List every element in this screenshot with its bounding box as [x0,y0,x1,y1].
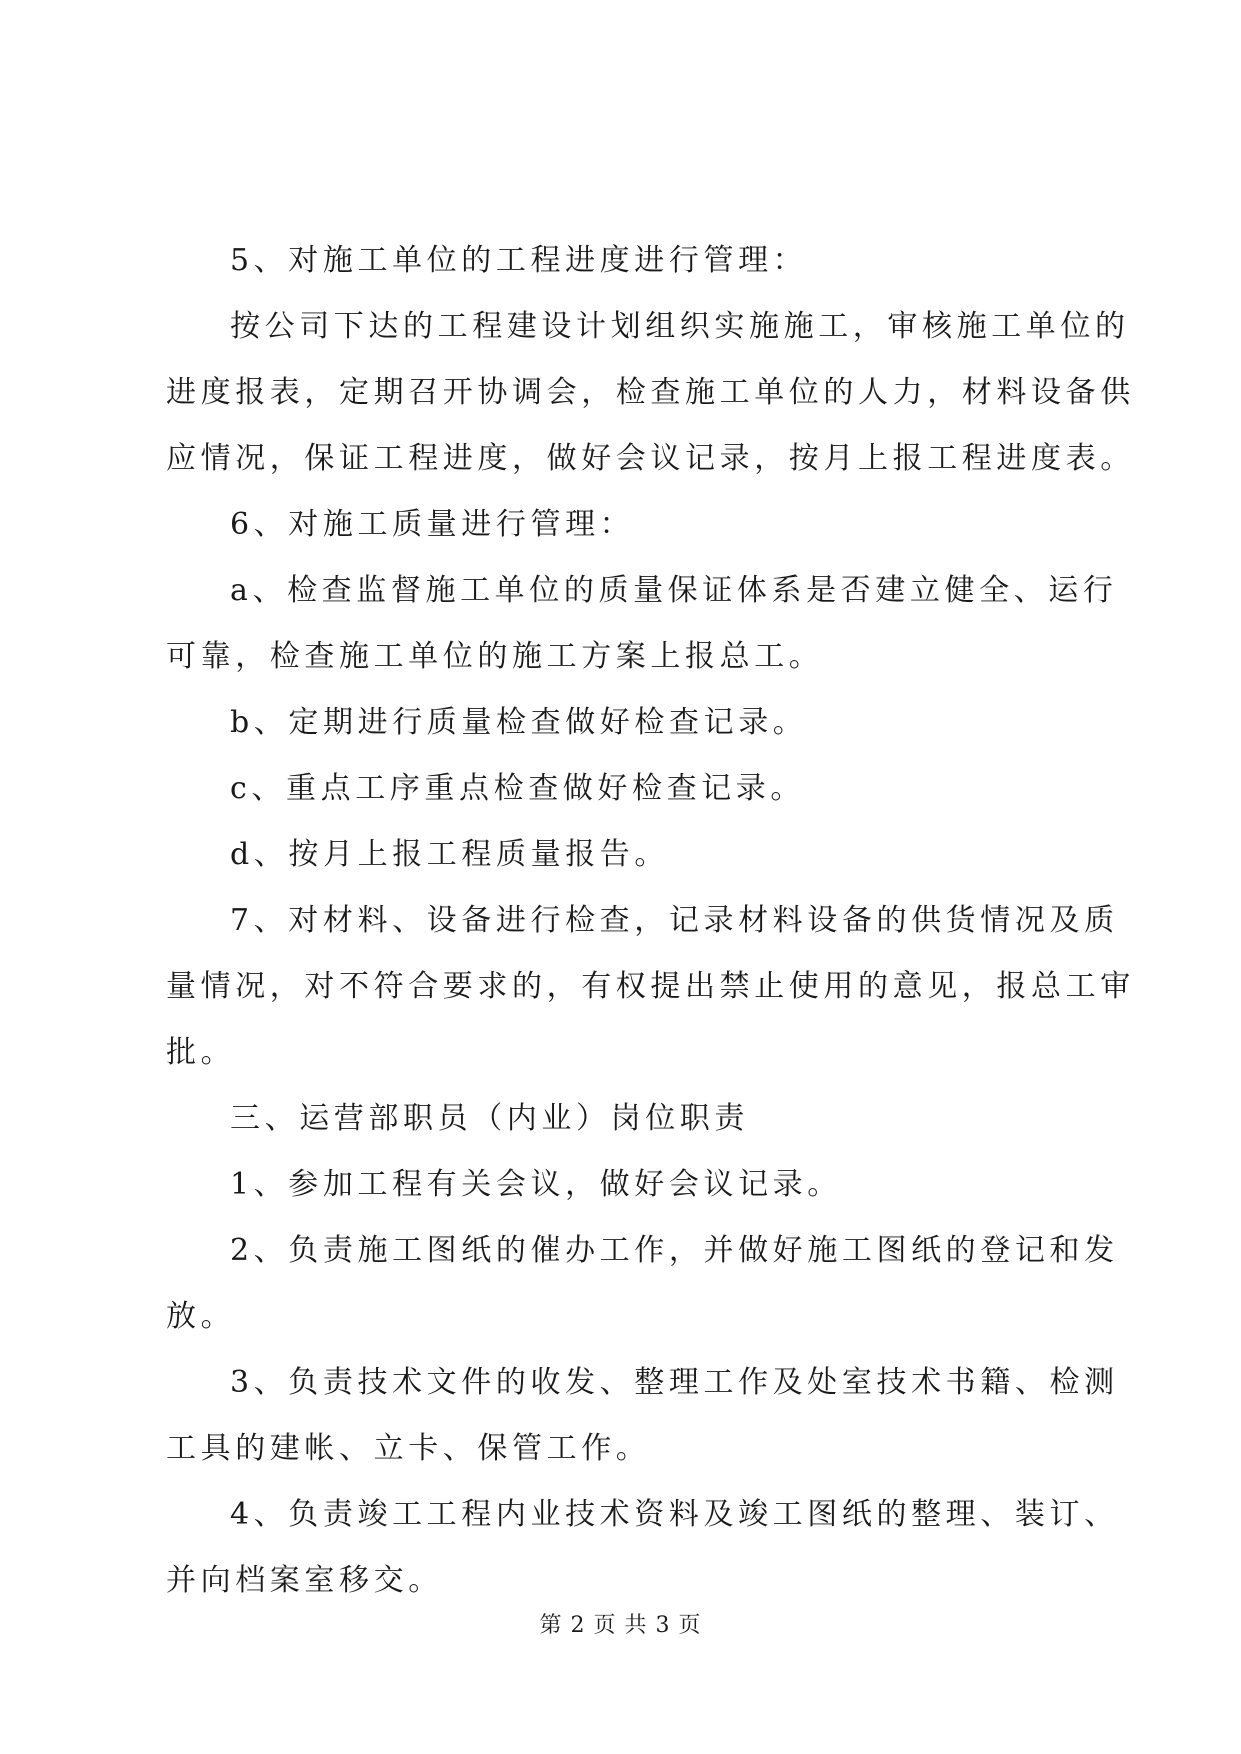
paragraph-line: 放。 [166,1299,236,1334]
paragraph-line: d、按月上报工程质量报告。 [230,837,670,872]
section-heading: 三、运营部职员（内业）岗位职责 [230,1101,749,1136]
paragraph-line: 批。 [166,1035,236,1070]
paragraph-line: 7、对材料、设备进行检查，记录材料设备的供货情况及质 [230,903,1119,938]
paragraph-line: 2、负责施工图纸的催办工作，并做好施工图纸的登记和发 [230,1233,1119,1268]
page-number-footer: 第 2 页 共 3 页 [539,1613,702,1638]
paragraph-line: 4、负责竣工工程内业技术资料及竣工图纸的整理、装订、 [230,1497,1119,1532]
paragraph-line: 3、负责技术文件的收发、整理工作及处室技术书籍、检测 [230,1365,1119,1400]
paragraph-line: 进度报表，定期召开协调会，检查施工单位的人力，材料设备供 [166,375,1135,410]
paragraph-line: c、重点工序重点检查做好检查记录。 [230,771,806,806]
paragraph-line: 应情况，保证工程进度，做好会议记录，按月上报工程进度表。 [166,441,1135,476]
document-body [166,228,1135,1614]
paragraph-line: 按公司下达的工程建设计划组织实施施工，审核施工单位的 [230,309,1130,344]
paragraph-line: 可靠，检查施工单位的施工方案上报总工。 [166,639,824,674]
paragraph-line: 工具的建帐、立卡、保管工作。 [166,1431,651,1466]
paragraph-line: 并向档案室移交。 [166,1563,443,1598]
paragraph-line: 6、对施工质量进行管理： [230,507,635,542]
paragraph-line: 1、参加工程有关会议，做好会议记录。 [230,1167,842,1202]
paragraph-line: b、定期进行质量检查做好检查记录。 [230,705,808,740]
paragraph-line: 5、对施工单位的工程进度进行管理： [230,243,808,278]
paragraph-line: 量情况，对不符合要求的，有权提出禁止使用的意见，报总工审 [166,969,1135,1004]
paragraph-line: a、检查监督施工单位的质量保证体系是否建立健全、运行 [230,573,1118,608]
